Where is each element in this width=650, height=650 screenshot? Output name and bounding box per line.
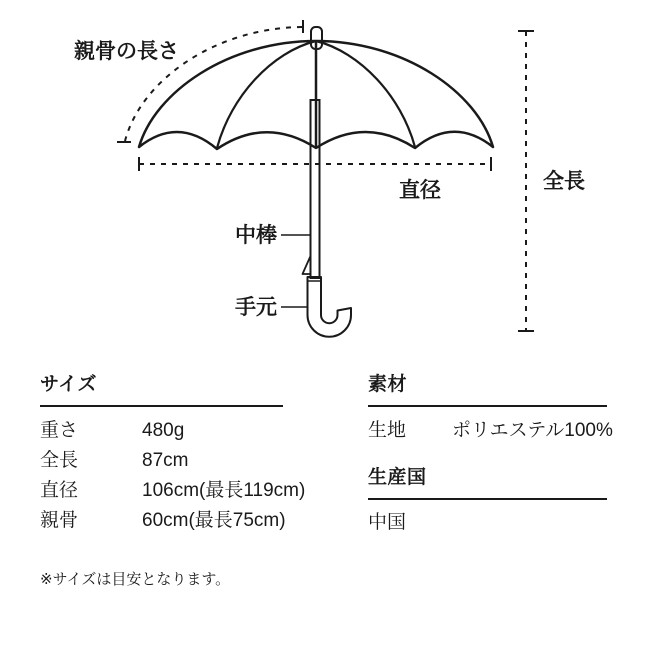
- row-value: ポリエステル100%: [452, 420, 613, 441]
- origin-value: 中国: [368, 512, 407, 533]
- size-row-rib: [40, 506, 286, 536]
- umbrella-runner-stop: [303, 256, 311, 274]
- size-section: [40, 373, 306, 536]
- origin-section-title: 生産国: [368, 466, 607, 500]
- material-section: [368, 373, 613, 538]
- row-value: 106cm(最長119cm): [142, 480, 306, 501]
- row-value: 87cm: [142, 450, 189, 471]
- size-section-title: サイズ: [40, 373, 283, 407]
- row-value: 480g: [142, 420, 185, 441]
- row-label: 親骨: [40, 510, 79, 531]
- rib-length-label: 親骨の長さ: [74, 40, 179, 63]
- center-pole-label: 中棒: [235, 224, 277, 247]
- row-value: 60cm(最長75cm): [142, 510, 286, 531]
- material-rows: [368, 416, 613, 446]
- row-label: 重さ: [40, 420, 79, 441]
- row-label: 直径: [40, 480, 79, 501]
- diameter-label: 直径: [399, 179, 441, 202]
- size-row-weight: [40, 416, 283, 446]
- handle-label: 手元: [235, 296, 277, 319]
- material-row-fabric: [368, 416, 613, 446]
- size-disclaimer-footnote: ※サイズは目安となります。: [40, 571, 231, 588]
- total-length-label: 全長: [543, 170, 585, 193]
- row-label: 生地: [368, 420, 407, 441]
- size-row-total-length: [40, 446, 283, 476]
- size-row-diameter: [40, 476, 306, 506]
- row-label: 全長: [40, 450, 79, 471]
- size-rows: [40, 416, 306, 536]
- origin-section: [368, 466, 607, 538]
- material-section-title: 素材: [368, 373, 607, 407]
- umbrella-handle-shape: [308, 277, 352, 337]
